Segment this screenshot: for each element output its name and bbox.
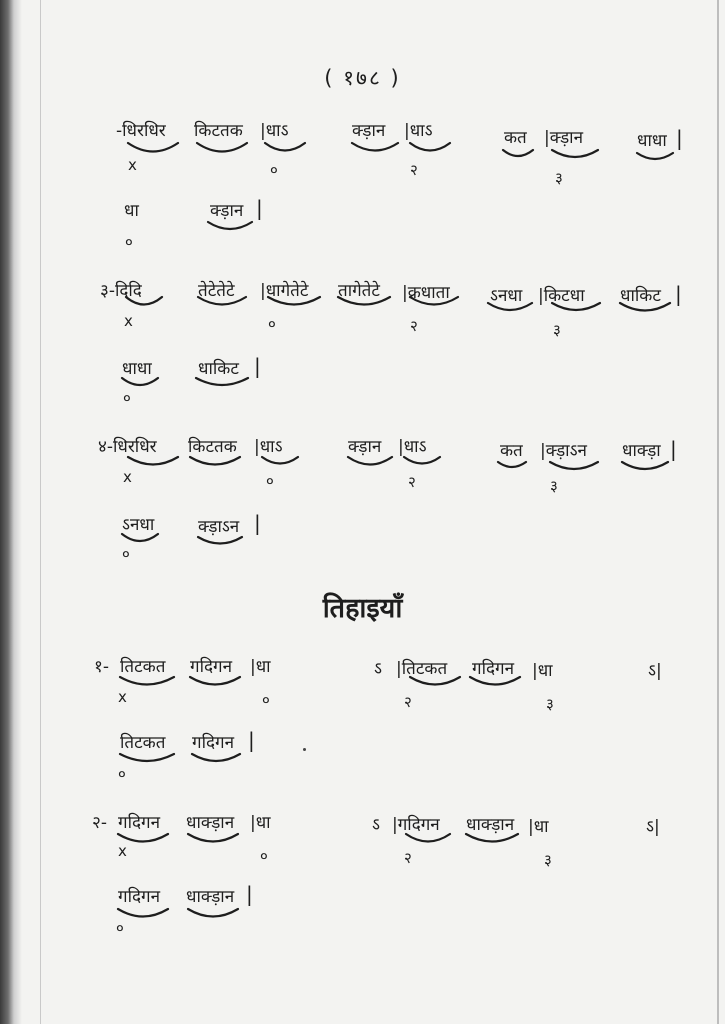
tala-mark-khali: ० xyxy=(260,847,268,865)
tala-mark-khali: ० xyxy=(125,233,133,251)
page-number: ( १७८ ) xyxy=(324,66,401,90)
bol-token: धाकिट xyxy=(620,286,661,306)
bol-token: धाधा xyxy=(122,359,152,379)
bol-token: ऽ xyxy=(374,659,382,679)
bol-token: |धाऽ xyxy=(398,437,427,457)
bol-token: क्ड़ान xyxy=(348,437,382,457)
bol-token: |क्रधाता xyxy=(402,283,450,303)
bar-line: | xyxy=(254,511,261,535)
bol-token: |क्ड़ान xyxy=(544,128,584,148)
tala-mark-khali: ० xyxy=(118,765,126,783)
bol-token: |तिटकत xyxy=(396,659,448,679)
bol-token: |किटधा xyxy=(538,286,585,306)
tala-mark-3: ३ xyxy=(546,695,554,713)
tala-mark-3: ३ xyxy=(555,169,563,187)
tala-mark-sam: x xyxy=(123,468,132,486)
bol-token: |धागेतेटे xyxy=(260,281,309,301)
page-right-edge xyxy=(717,0,719,1024)
bol-token: कत xyxy=(500,441,523,461)
bol-token: |धाऽ xyxy=(404,121,433,141)
bol-token: गदिगन xyxy=(118,813,161,833)
bol-token: क्ड़ान xyxy=(210,201,244,221)
bol-token: गदिगन xyxy=(472,659,515,679)
tala-mark-sam: x xyxy=(124,312,133,330)
bol-token: ऽनधा xyxy=(490,286,523,306)
bol-token: |धाऽ xyxy=(254,437,283,457)
bol-token: |धा xyxy=(250,813,271,833)
tala-mark-3: ३ xyxy=(553,321,561,339)
bol-token: |धाऽ xyxy=(260,121,289,141)
bol-token: -धिरधिर xyxy=(116,121,166,141)
bol-token: |धा xyxy=(528,817,549,837)
tala-mark-sam: x xyxy=(118,688,127,706)
bol-token: किटतक xyxy=(188,437,237,457)
bar-line: | xyxy=(248,728,255,752)
bol-token: |गदिगन xyxy=(392,815,440,835)
bol-token: धा xyxy=(124,201,139,221)
bol-token: |धा xyxy=(532,661,553,681)
bol-token: तेटेतेटे xyxy=(198,281,235,301)
tala-mark-3: ३ xyxy=(550,477,558,495)
tala-mark-khali: ० xyxy=(122,545,130,563)
tala-mark-khali: ० xyxy=(262,691,270,709)
bol-token: क्ड़ाऽन xyxy=(198,517,240,537)
bar-line: | xyxy=(256,196,263,220)
bar-line: | xyxy=(246,882,253,906)
bol-token: धाक्ड़ान xyxy=(466,815,515,835)
tala-mark-khali: ० xyxy=(123,389,131,407)
bol-token: धाक्ड़ान xyxy=(186,813,235,833)
page-binding-edge xyxy=(0,0,22,1024)
bol-token: ३-दिदि xyxy=(100,281,142,301)
tala-mark-khali: ० xyxy=(116,919,124,937)
bar-line: | xyxy=(670,437,677,461)
bol-token: तागेतेटे xyxy=(338,281,380,301)
bar-line: | xyxy=(675,282,682,306)
bol-token: गदिगन xyxy=(190,657,233,677)
tala-mark-khali: ० xyxy=(266,472,274,490)
bol-token: किटतक xyxy=(194,121,243,141)
bol-token: १- xyxy=(94,657,109,677)
bol-token: क्ड़ान xyxy=(352,121,386,141)
tala-mark-2: २ xyxy=(404,849,412,867)
section-title: तिहाइयाँ xyxy=(322,593,403,624)
bol-token: गदिगन xyxy=(192,733,235,753)
tala-mark-2: २ xyxy=(404,693,412,711)
bol-token: २- xyxy=(92,813,107,833)
bol-token: |क्ड़ाऽन xyxy=(540,441,587,461)
bol-token: धाकिट xyxy=(198,359,239,379)
bol-token: गदिगन xyxy=(118,887,161,907)
tala-mark-2: २ xyxy=(408,473,416,491)
tala-mark-khali: ० xyxy=(270,161,278,179)
bol-token: ऽ| xyxy=(646,817,660,837)
bol-token: ऽ| xyxy=(648,661,662,681)
bol-token: ४-धिरधिर xyxy=(98,437,157,457)
ink-speck xyxy=(303,748,306,751)
tala-mark-khali: ० xyxy=(268,315,276,333)
bol-token: |धा xyxy=(250,657,271,677)
tala-mark-sam: x xyxy=(118,842,127,860)
tala-mark-2: २ xyxy=(410,161,418,179)
tala-mark-sam: x xyxy=(128,156,137,174)
bol-token: धाक्ड़ान xyxy=(186,887,235,907)
bol-token: धाक्ड़ा xyxy=(622,441,661,461)
bol-token: ऽ xyxy=(372,815,380,835)
bol-token: ऽनधा xyxy=(122,515,155,535)
bar-line: | xyxy=(676,126,683,150)
bol-token: तिटकत xyxy=(120,657,166,677)
bar-line: | xyxy=(254,354,261,378)
bol-token: तिटकत xyxy=(120,733,166,753)
tala-mark-2: २ xyxy=(410,317,418,335)
tala-mark-3: ३ xyxy=(544,851,552,869)
bol-token: कत xyxy=(504,128,527,148)
bol-token: धाधा xyxy=(637,131,667,151)
page-margin-line xyxy=(40,0,41,1024)
